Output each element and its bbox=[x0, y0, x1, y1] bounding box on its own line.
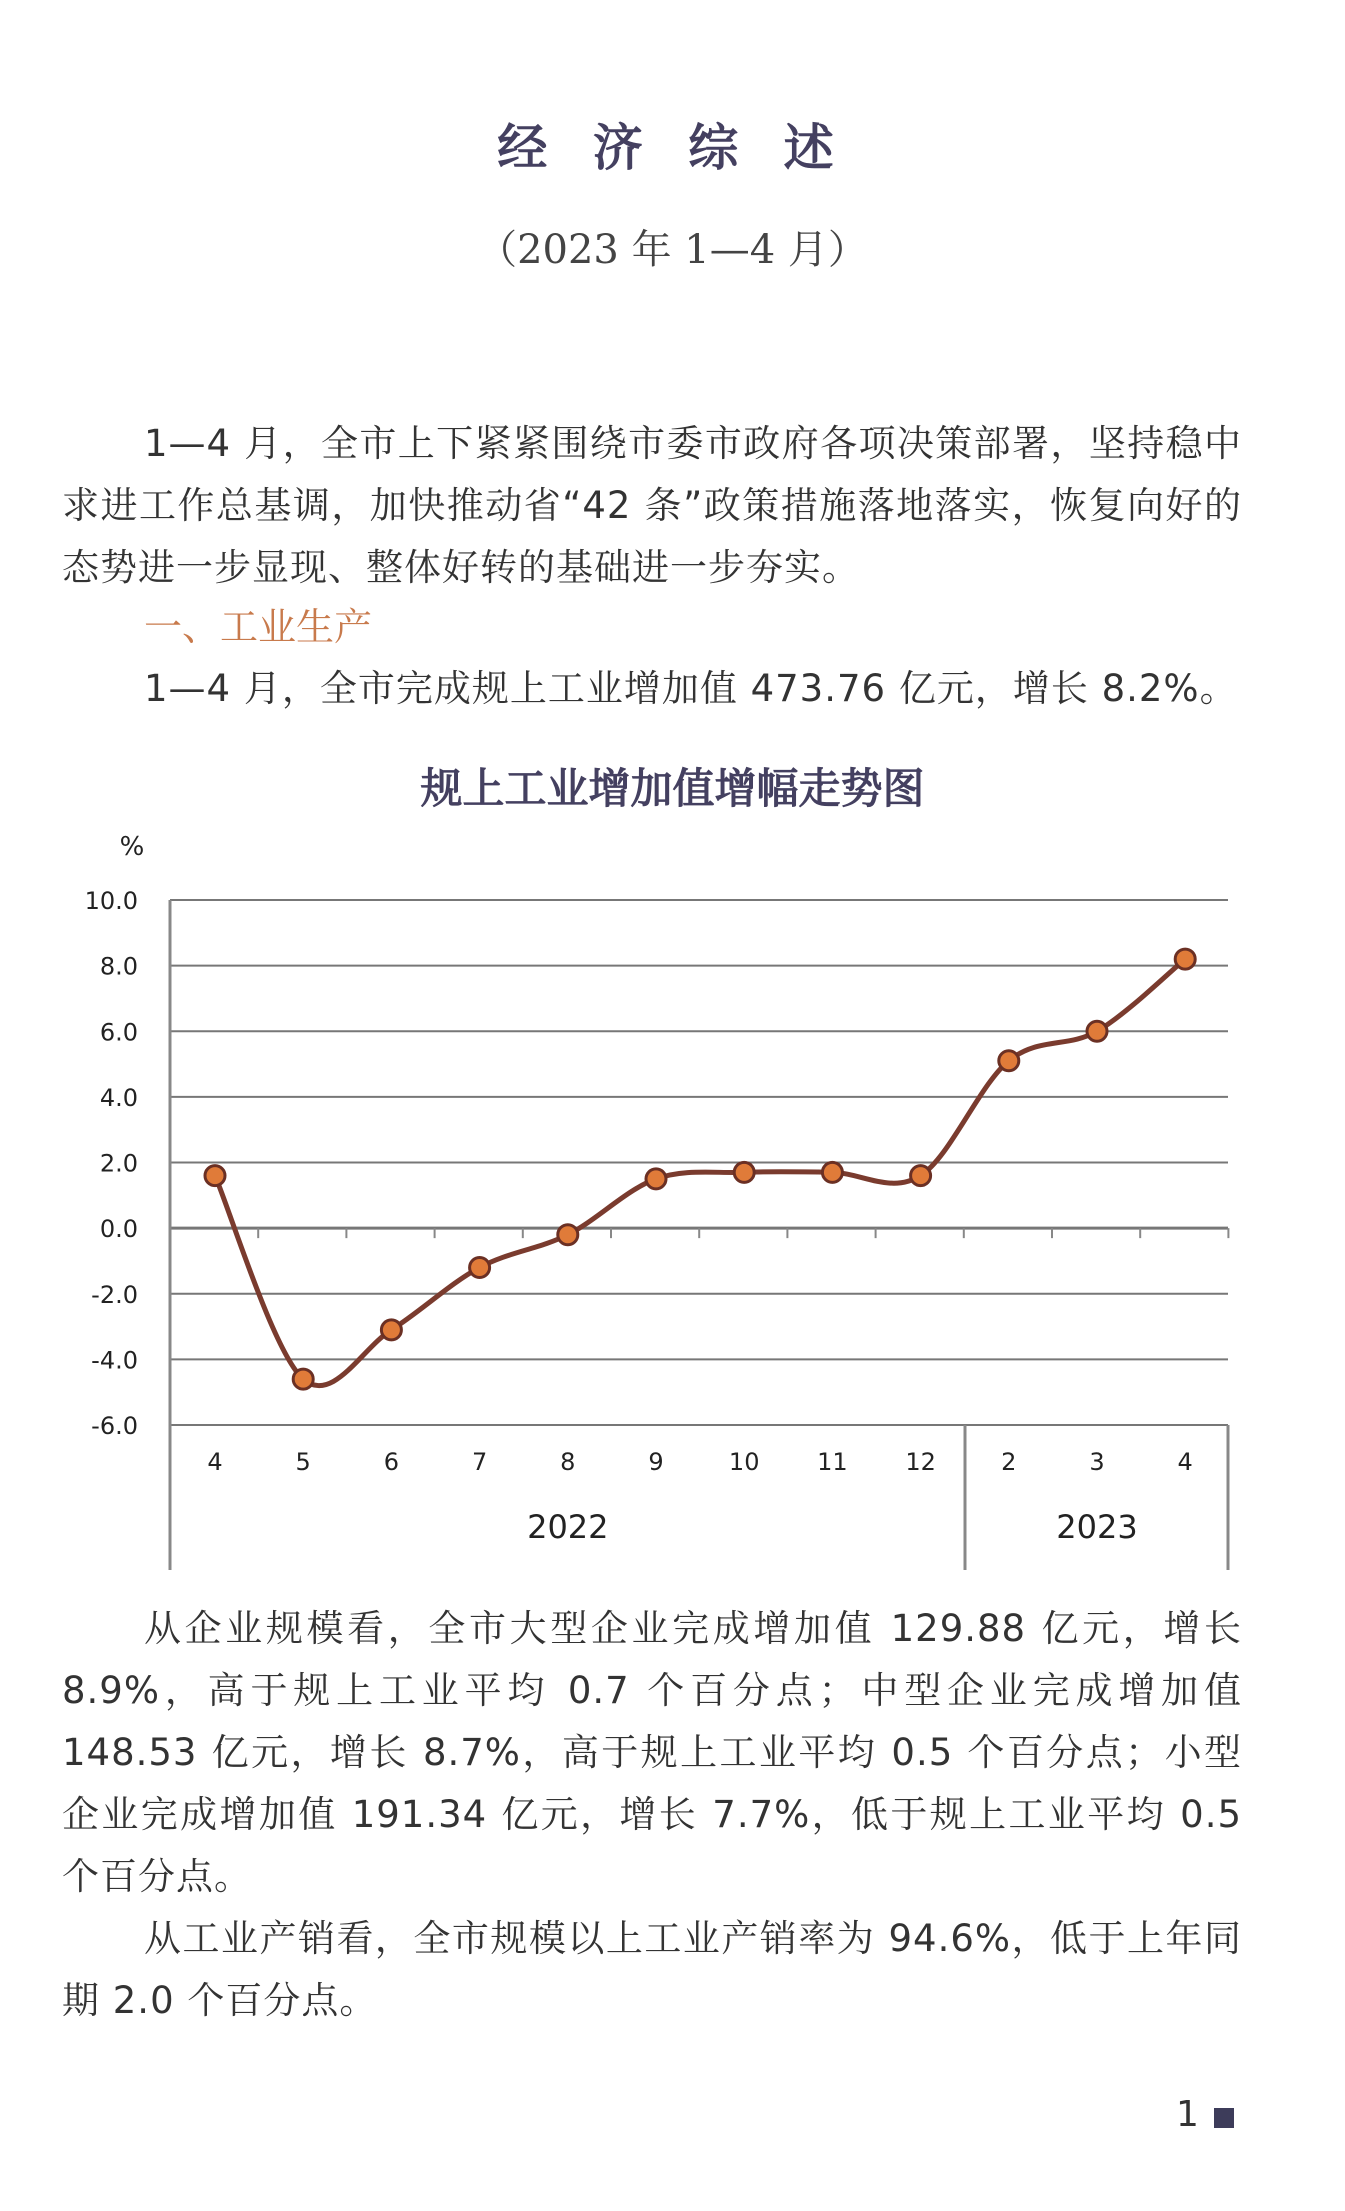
year-group-label: 2022 bbox=[527, 1508, 609, 1546]
y-tick-label: -4.0 bbox=[91, 1346, 138, 1375]
section-heading-industry: 一、工业生产 bbox=[144, 605, 373, 649]
x-tick-label: 2 bbox=[1001, 1448, 1017, 1476]
x-tick-label: 7 bbox=[471, 1448, 488, 1476]
data-point bbox=[558, 1225, 578, 1245]
x-tick-label: 8 bbox=[560, 1448, 576, 1476]
data-point bbox=[205, 1166, 225, 1186]
intro-paragraph: 1—4 月，全市上下紧紧围绕市委市政府各项决策部署，坚持稳中求进工作总基调，加快推动省“42 条”政策措施落地落实，恢复向好的态势进一步显现、整体好转的基础进一步夯实。 bbox=[62, 422, 1242, 589]
chart-series bbox=[215, 959, 1185, 1386]
data-point bbox=[911, 1166, 931, 1186]
data-point bbox=[1087, 1021, 1107, 1041]
enterprise-scale-paragraph: 从企业规模看，全市大型企业完成增加值 129.88 亿元，增长 8.9%，高于规上工业平均 0.7 个百分点；中型企业完成增加值 148.53 亿元，增长 8.7%，高于规上工业平均 0.5 个百分点；小型企业完成增加值 191.34 亿元，增长 7.7%，低于规上工业平均 0.5 个百分点。 bbox=[62, 1607, 1242, 1898]
chart-title: 规上工业增加值增幅走势图 bbox=[420, 764, 925, 813]
chart-axes bbox=[170, 900, 1228, 1570]
production-sales-paragraph: 从工业产销看，全市规模以上工业产销率为 94.6%，低于上年同期 2.0 个百分点。 bbox=[62, 1917, 1242, 2022]
x-tick-label: 6 bbox=[383, 1448, 400, 1476]
x-tick-label: 4 bbox=[207, 1448, 223, 1476]
industrial-growth-chart bbox=[0, 830, 1345, 1600]
chart-markers bbox=[205, 949, 1195, 1389]
series-line bbox=[215, 959, 1185, 1386]
y-tick-label: -2.0 bbox=[91, 1280, 138, 1309]
data-point bbox=[1175, 949, 1195, 969]
y-tick-label: -6.0 bbox=[91, 1412, 138, 1440]
data-point bbox=[381, 1320, 401, 1340]
data-point bbox=[734, 1162, 754, 1182]
x-tick-label: 10 bbox=[728, 1448, 760, 1476]
data-point bbox=[470, 1258, 490, 1278]
x-tick-label: 11 bbox=[817, 1448, 848, 1476]
page-title: 经 济 综 述 bbox=[497, 118, 848, 177]
page-subtitle: （2023 年 1—4 月） bbox=[477, 227, 868, 273]
page-number: 1 bbox=[1176, 2094, 1199, 2135]
industry-summary-paragraph: 1—4 月，全市完成规上工业增加值 473.76 亿元，增长 8.2%。 bbox=[144, 667, 1238, 710]
year-group-label: 2023 bbox=[1056, 1508, 1138, 1546]
y-tick-label: 0.0 bbox=[99, 1215, 138, 1244]
y-unit-label: % bbox=[119, 832, 145, 862]
page-marker-square bbox=[1214, 2108, 1234, 2128]
x-tick-label: 12 bbox=[905, 1448, 936, 1476]
y-tick-label: 10.0 bbox=[84, 887, 138, 915]
x-tick-label: 9 bbox=[648, 1448, 664, 1476]
data-point bbox=[822, 1162, 842, 1182]
data-point bbox=[293, 1369, 313, 1389]
x-tick-label: 3 bbox=[1089, 1448, 1105, 1476]
x-tick-label: 5 bbox=[295, 1448, 311, 1476]
y-tick-label: 2.0 bbox=[99, 1149, 138, 1178]
y-tick-label: 6.0 bbox=[99, 1018, 138, 1047]
data-point bbox=[646, 1169, 666, 1189]
x-tick-label: 4 bbox=[1177, 1448, 1193, 1476]
data-point bbox=[999, 1051, 1019, 1071]
y-tick-label: 8.0 bbox=[99, 952, 138, 981]
chart-grid bbox=[170, 900, 1228, 1425]
y-tick-label: 4.0 bbox=[99, 1083, 138, 1112]
